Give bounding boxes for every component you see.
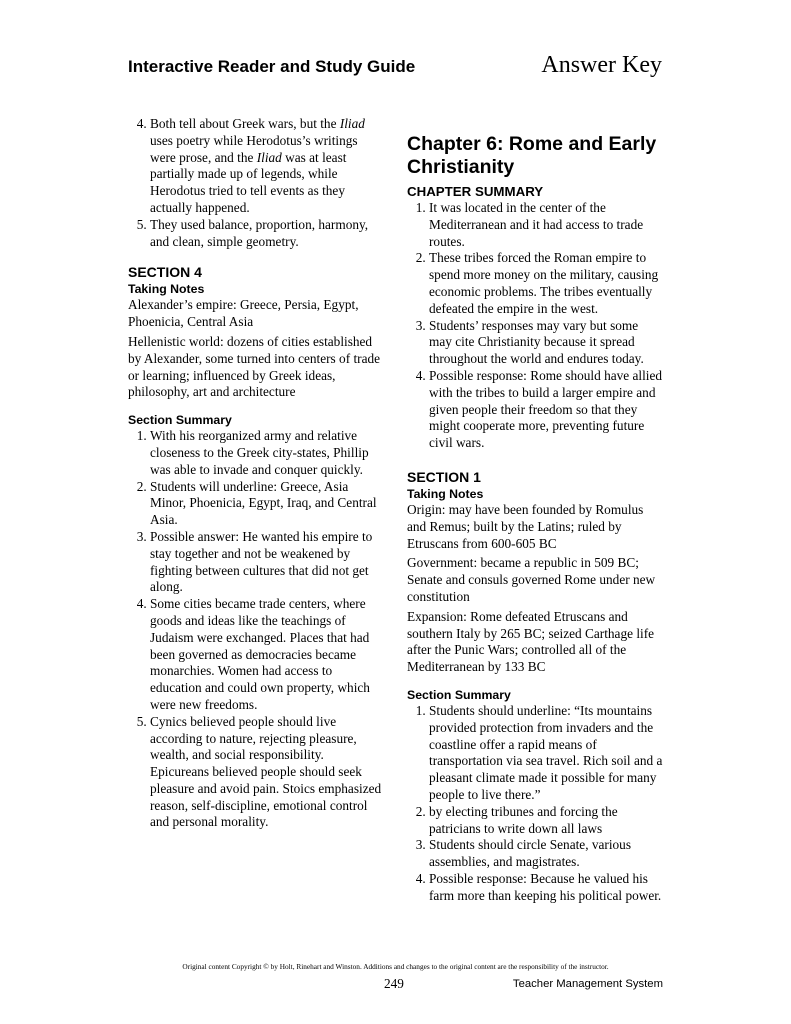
continued-answer-list [128,116,382,250]
notes-paragraph: Origin: may have been founded by Romulus and Remus; built by the Latins; ruled by Etruscans from 600-605 BC [407,501,644,551]
section-summary-label: Section Summary [407,687,511,702]
list-item: 4. Both tell about Greek wars, but the Iliad uses poetry while Herodotus’s writings were prose, and the Iliad was at least partially made up of legends, while Herodotus tried to tell events as they actually happened. [150,116,382,217]
list-item: 3. Students should circle Senate, various assemblies, and magistrates. [429,837,663,871]
answer-key-label: Answer Key [541,52,662,78]
left-column [128,116,382,831]
section-1-summary-list [407,703,663,905]
footer-system-label: Teacher Management System [512,978,663,990]
chapter-summary-list [407,200,663,452]
list-item: 1. Students should underline: “Its mountains provided protection from invaders and the coastline offer a rapid means of transportation via sea travel. Rich soil and a pleasant climate made it possible for many people to live there.” [429,703,663,804]
page-number: 249 [384,976,404,991]
section-4-summary-list [128,428,382,831]
list-item: 4. Possible response: Because he valued his farm more than keeping his political power. [429,871,663,905]
list-item: 1. With his reorganized army and relative closeness to the Greek city-states, Phillip was able to invade and conquer quickly. [150,428,382,478]
notes-paragraph: Alexander’s empire: Greece, Persia, Egypt, Phoenicia, Central Asia [128,297,359,330]
taking-notes-label: Taking Notes [128,282,205,297]
list-item: 5. They used balance, proportion, harmony, and clean, simple geometry. [150,217,382,251]
list-item: 4. Some cities became trade centers, where goods and ideas like the teachings of Judaism were exchanged. Places that had been governed as democracies became monarchies. Women had access to education and could own property, which were new freedoms. [150,596,382,714]
list-item: 1. It was located in the center of the Mediterranean and it had access to trade routes. [429,200,663,250]
list-item: 2. by electing tribunes and forcing the patricians to write down all laws [429,804,663,838]
notes-paragraph: Hellenistic world: dozens of cities established by Alexander, some turned into centers of trade or learning; influenced by Greek ideas, philosophy, art and architecture [128,333,381,400]
taking-notes-label: Taking Notes [407,486,484,501]
chapter-summary-label: CHAPTER SUMMARY [407,184,544,199]
copyright-notice: Original content Copyright © by Holt, Rinehart and Winston. Additions and changes to the original content are the responsibility of the instructor. [182,962,609,971]
section-1-heading: SECTION 1 [407,468,481,485]
list-item: 2. Students will underline: Greece, Asia Minor, Phoenicia, Egypt, Iraq, and Central Asia. [150,479,382,529]
chapter-title: Chapter 6: Rome and Early Christianity [407,133,657,178]
list-item: 3. Students’ responses may vary but some may cite Christianity because it spread throughout the world and endures today. [429,318,663,368]
section-4-heading: SECTION 4 [128,264,202,281]
notes-paragraph: Government: became a republic in 509 BC; Senate and consuls governed Rome under new constitution [407,555,656,604]
guide-title: Interactive Reader and Study Guide [128,57,416,76]
notes-paragraph: Expansion: Rome defeated Etruscans and southern Italy by 265 BC; seized Carthage life after the Punic Wars; controlled all of the Mediterranean by 133 BC [407,608,655,675]
list-item: 5. Cynics believed people should live according to nature, rejecting pleasure, wealth, and social responsibility. Epicureans believed people should seek pleasure and avoid pain. Stoics emphasized reason, self-discipline, emotional control and personal morality. [150,714,382,832]
list-item: 4. Possible response: Rome should have allied with the tribes to build a larger empire and given people their freedom so that they might cooperate more, preventing future civil wars. [429,368,663,452]
section-summary-label: Section Summary [128,413,232,428]
list-item: 3. Possible answer: He wanted his empire to stay together and not be weakened by fighting between cultures that did not get along. [150,529,382,596]
list-item: 2. These tribes forced the Roman empire to spend more money on the military, causing economic problems. The tribes eventually defeated the empire in the west. [429,250,663,317]
right-column [407,116,663,904]
